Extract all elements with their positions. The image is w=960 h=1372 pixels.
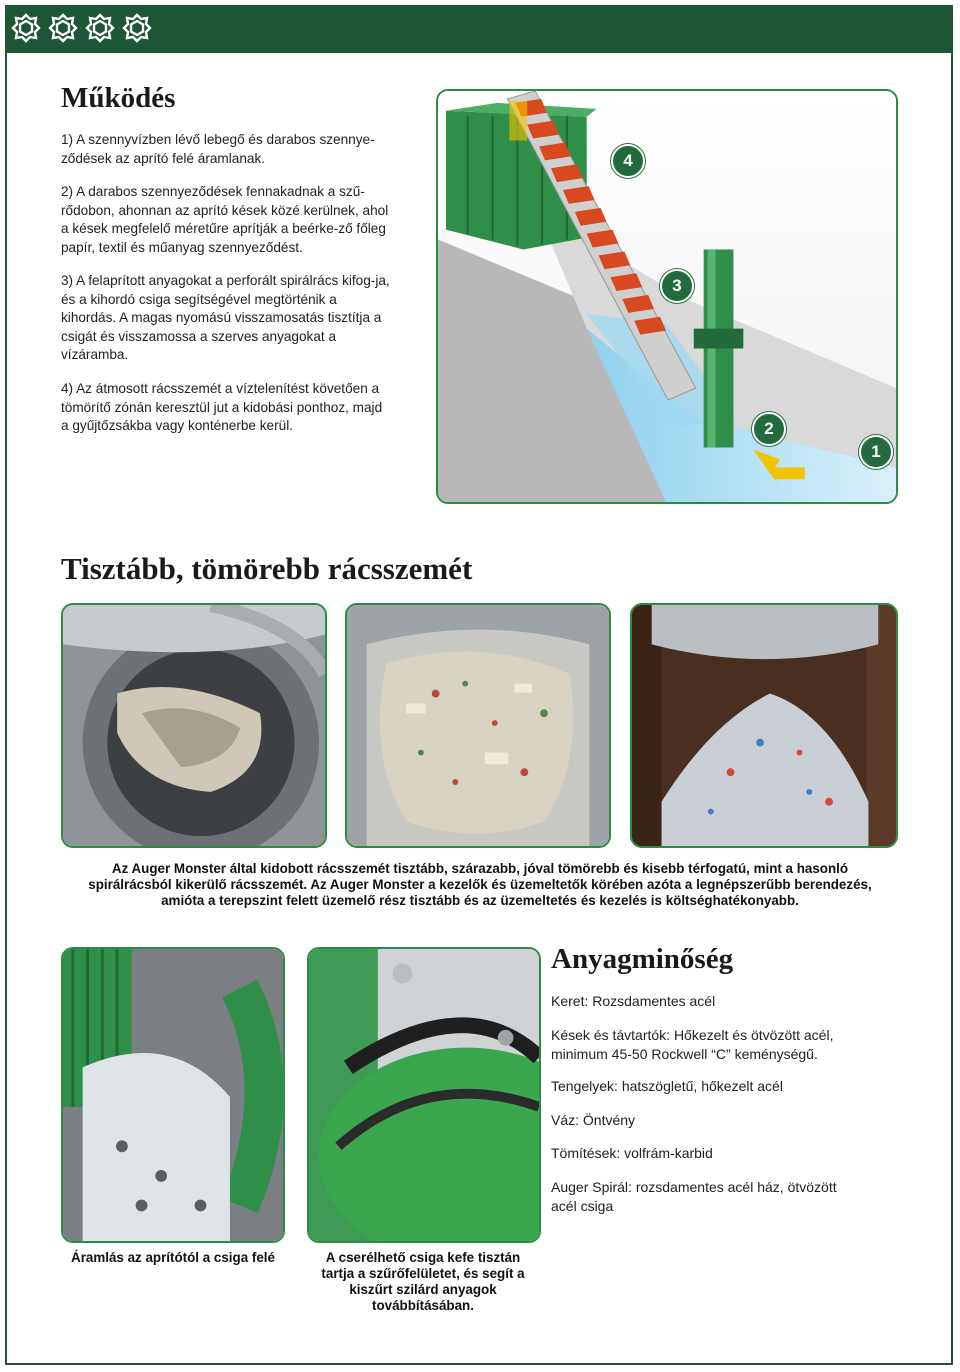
step-3-text: 3) A felaprított anyagokat a perforált spirálrács kifog-ja, és a kihordó csiga segítségével megtörténik a kihordás. A magas nyomású visszamosatás tisztítja a csigát és visszamossa a szerves anyagokat a vízáramba. — [61, 273, 390, 362]
spec-auger: Auger Spirál: rozsdamentes acél ház, ötvözött acél csiga — [551, 1179, 837, 1214]
spec-seals: Tömítések: volfrám-karbid — [551, 1145, 713, 1161]
step-4-text: 4) Az átmosott rácsszemét a víztelenítést követően a tömörítő zónán keresztül jut a kidobási ponthoz, majd a gyűjtőzsákba vagy konténerbe kerül. — [61, 381, 383, 433]
cleaner-caption: Az Auger Monster által kidobott rácsszemét tisztább, szárazabb, jóval tömörebb és kisebb térfogatú, mint a hasonló spirálrácsból kikerülő rácsszemét. Az Auger Monster a kezelők és üzemeltetők körében azóta a legnépszerűbb berendezés, amióta a terepszint felett üzemelő rész tisztább és az üzemeltetés és kezelés is költséghatékonyabb. — [88, 861, 872, 908]
photo-flow-to-auger — [61, 947, 285, 1243]
spec-shafts: Tengelyek: hatszögletű, hőkezelt acél — [551, 1078, 783, 1094]
material-title: Anyagminőség — [551, 943, 734, 975]
gear-icon — [48, 13, 78, 43]
diagram-label-1: 1 — [859, 435, 893, 469]
photo-auger-brush — [307, 947, 541, 1243]
gear-icon — [85, 13, 115, 43]
cleaner-title: Tisztább, tömörebb rácsszemét — [61, 551, 473, 586]
photo-screenings-container — [630, 603, 898, 848]
step-2-text: 2) A darabos szennyeződések fennakadnak a szű-rődobon, ahonnan az aprító kések közé kerülnek, ahol a kések megfelelő méretűre aprítják a beérke-ző főleg papír, textil és műanyag szennyeződést. — [61, 184, 389, 255]
spec-frame: Keret: Rozsdamentes acél — [551, 993, 716, 1009]
diagram-label-3: 3 — [660, 269, 694, 303]
photo-screenings-bag — [345, 603, 611, 848]
photo-screenings-chute — [61, 603, 327, 848]
step-1-text: 1) A szennyvízben lévő lebegő és darabos szennye-ződések az aprító felé áramlanak. — [61, 132, 375, 166]
diagram-label-2: 2 — [752, 412, 786, 446]
diagram-label-4: 4 — [611, 144, 645, 178]
photo-caption-brush: A cserélhető csiga kefe tisztán tartja a szűrőfelületet, és segít a kiszűrt szilárd anyagok továbbításában. — [321, 1250, 525, 1313]
operation-title: Működés — [61, 82, 176, 114]
gear-icon — [11, 13, 41, 43]
spec-housing: Váz: Öntvény — [551, 1112, 636, 1128]
spec-blades: Kések és távtartók: Hőkezelt és ötvözött acél, minimum 45-50 Rockwell “C” keménységű. — [551, 1027, 834, 1062]
photo-caption-flow: Áramlás az aprítótól a csiga felé — [71, 1250, 275, 1265]
gear-icon — [122, 13, 152, 43]
